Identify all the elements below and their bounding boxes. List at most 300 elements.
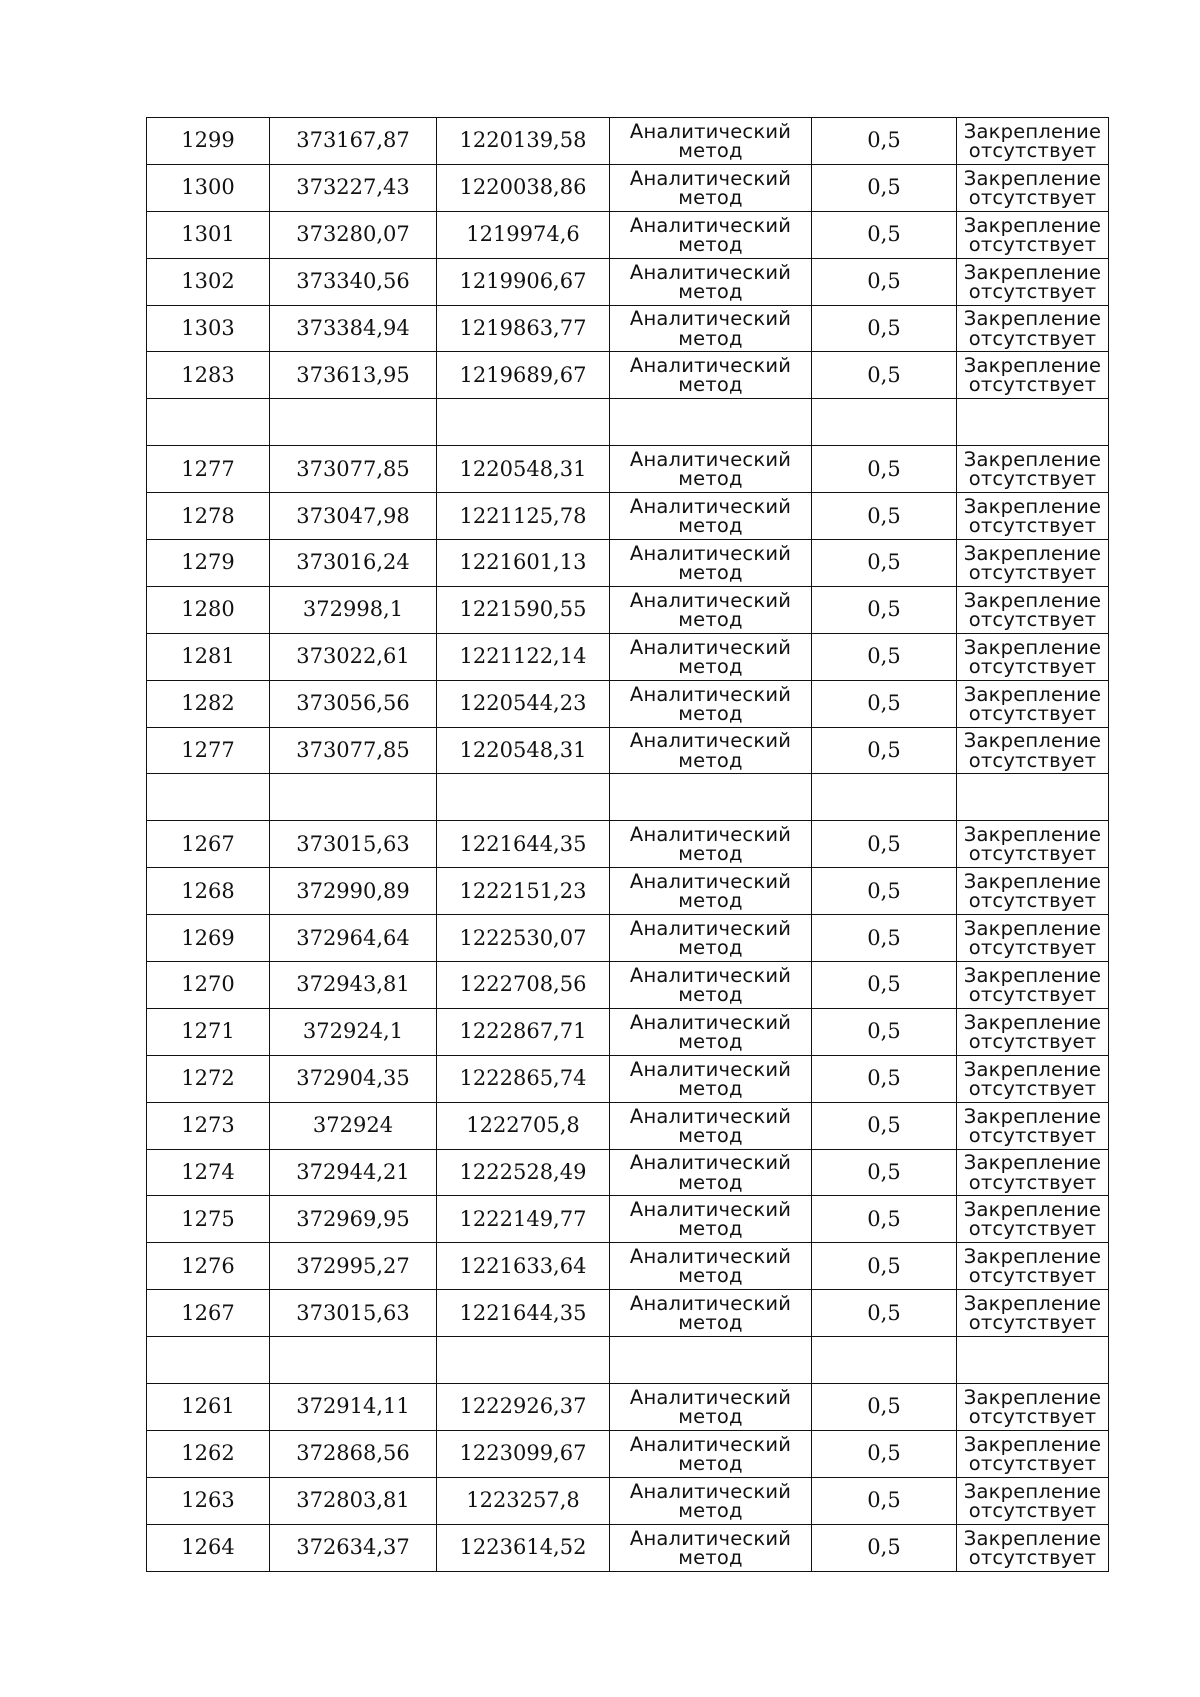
method-text-line2: метод <box>678 701 743 725</box>
method-text-line2: метод <box>678 467 743 491</box>
point-number-cell: 1272 <box>147 1055 270 1102</box>
y-coordinate-cell: 1222708,56 <box>437 962 610 1009</box>
x-coordinate-cell: 372943,81 <box>270 962 437 1009</box>
fixation-text-line1: Закрепление <box>963 1292 1102 1316</box>
fixation-text-line2: отсутствует <box>968 1451 1097 1475</box>
fixation-text-line2: отсутствует <box>968 279 1097 303</box>
method-text-line1: Аналитический <box>629 354 792 378</box>
point-number-cell: 1280 <box>147 586 270 633</box>
point-number-cell <box>147 399 270 446</box>
table-row <box>147 399 1109 446</box>
method-text-line1: Аналитический <box>629 1151 792 1175</box>
point-number-cell: 1278 <box>147 493 270 540</box>
point-number-cell: 1270 <box>147 962 270 1009</box>
table-row <box>147 633 1109 680</box>
accuracy-cell: 0,5 <box>812 586 957 633</box>
fixation-text-line2: отсутствует <box>968 1217 1097 1241</box>
x-coordinate-cell: 372868,56 <box>270 1430 437 1477</box>
method-text-line2: метод <box>678 1076 743 1100</box>
point-number-cell: 1269 <box>147 915 270 962</box>
method-text-line2: метод <box>678 936 743 960</box>
fixation-cell <box>957 305 1109 352</box>
fixation-text-line1: Закрепление <box>963 541 1102 565</box>
x-coordinate-cell: 372995,27 <box>270 1243 437 1290</box>
y-coordinate-cell: 1221590,55 <box>437 586 610 633</box>
method-text-line2: метод <box>678 514 743 538</box>
x-coordinate-cell: 372964,64 <box>270 915 437 962</box>
accuracy-cell: 0,5 <box>812 493 957 540</box>
fixation-cell <box>957 1149 1109 1196</box>
point-number-cell: 1268 <box>147 868 270 915</box>
fixation-cell <box>957 586 1109 633</box>
method-text-line1: Аналитический <box>629 916 792 940</box>
method-text-line1: Аналитический <box>629 307 792 331</box>
y-coordinate-cell: 1221122,14 <box>437 633 610 680</box>
fixation-text-line2: отсутствует <box>968 842 1097 866</box>
fixation-text-line1: Закрепление <box>963 729 1102 753</box>
fixation-cell <box>957 118 1109 165</box>
table-row <box>147 727 1109 774</box>
fixation-text-line2: отсутствует <box>968 514 1097 538</box>
method-text-line1: Аналитический <box>629 1010 792 1034</box>
accuracy-cell: 0,5 <box>812 1149 957 1196</box>
method-text-line1: Аналитический <box>629 588 792 612</box>
accuracy-cell <box>812 399 957 446</box>
point-number-cell: 1300 <box>147 164 270 211</box>
point-number-cell: 1283 <box>147 352 270 399</box>
table-row <box>147 540 1109 587</box>
method-cell <box>610 774 812 821</box>
fixation-cell <box>957 1008 1109 1055</box>
method-cell <box>610 540 812 587</box>
y-coordinate-cell <box>437 1337 610 1384</box>
method-cell <box>610 1477 812 1524</box>
method-text-line1: Аналитический <box>629 1245 792 1269</box>
method-cell <box>610 305 812 352</box>
x-coordinate-cell: 373077,85 <box>270 446 437 493</box>
y-coordinate-cell: 1220544,23 <box>437 680 610 727</box>
fixation-cell <box>957 680 1109 727</box>
accuracy-cell <box>812 774 957 821</box>
x-coordinate-cell: 373015,63 <box>270 821 437 868</box>
point-number-cell: 1281 <box>147 633 270 680</box>
accuracy-cell: 0,5 <box>812 821 957 868</box>
accuracy-cell: 0,5 <box>812 1430 957 1477</box>
table-row <box>147 1430 1109 1477</box>
method-text-line1: Аналитический <box>629 635 792 659</box>
fixation-cell <box>957 399 1109 446</box>
point-number-cell: 1279 <box>147 540 270 587</box>
fixation-cell <box>957 633 1109 680</box>
method-cell <box>610 446 812 493</box>
table-row <box>147 1384 1109 1431</box>
method-text-line2: метод <box>678 748 743 772</box>
fixation-text-line1: Закрепление <box>963 494 1102 518</box>
x-coordinate-cell: 373047,98 <box>270 493 437 540</box>
fixation-text-line1: Закрепление <box>963 1479 1102 1503</box>
fixation-cell <box>957 1102 1109 1149</box>
x-coordinate-cell: 373016,24 <box>270 540 437 587</box>
method-text-line2: метод <box>678 607 743 631</box>
method-cell <box>610 1055 812 1102</box>
method-text-line2: метод <box>678 1264 743 1288</box>
method-text-line1: Аналитический <box>629 448 792 472</box>
y-coordinate-cell: 1223614,52 <box>437 1524 610 1571</box>
x-coordinate-cell: 373022,61 <box>270 633 437 680</box>
y-coordinate-cell: 1219863,77 <box>437 305 610 352</box>
fixation-cell <box>957 211 1109 258</box>
x-coordinate-cell: 373384,94 <box>270 305 437 352</box>
fixation-text-line2: отсутствует <box>968 982 1097 1006</box>
accuracy-cell: 0,5 <box>812 540 957 587</box>
x-coordinate-cell: 373056,56 <box>270 680 437 727</box>
x-coordinate-cell: 372944,21 <box>270 1149 437 1196</box>
y-coordinate-cell: 1222926,37 <box>437 1384 610 1431</box>
method-text-line1: Аналитический <box>629 1104 792 1128</box>
accuracy-cell: 0,5 <box>812 1243 957 1290</box>
method-text-line1: Аналитический <box>629 823 792 847</box>
table-row <box>147 915 1109 962</box>
method-text-line1: Аналитический <box>629 1385 792 1409</box>
fixation-text-line2: отсутствует <box>968 1545 1097 1569</box>
point-number-cell <box>147 774 270 821</box>
fixation-text-line2: отсутствует <box>968 889 1097 913</box>
fixation-text-line1: Закрепление <box>963 963 1102 987</box>
coordinates-table-body <box>147 118 1109 1572</box>
y-coordinate-cell: 1223257,8 <box>437 1477 610 1524</box>
point-number-cell: 1275 <box>147 1196 270 1243</box>
method-text-line1: Аналитический <box>629 1526 792 1550</box>
method-text-line1: Аналитический <box>629 213 792 237</box>
coordinates-table <box>146 117 1109 1572</box>
point-number-cell: 1262 <box>147 1430 270 1477</box>
method-text-line1: Аналитический <box>629 963 792 987</box>
method-text-line2: метод <box>678 1170 743 1194</box>
point-number-cell: 1277 <box>147 727 270 774</box>
fixation-cell <box>957 446 1109 493</box>
fixation-text-line1: Закрепление <box>963 307 1102 331</box>
table-row <box>147 1102 1109 1149</box>
fixation-text-line1: Закрепление <box>963 870 1102 894</box>
point-number-cell: 1267 <box>147 1290 270 1337</box>
fixation-cell <box>957 164 1109 211</box>
x-coordinate-cell <box>270 774 437 821</box>
fixation-text-line2: отсутствует <box>968 607 1097 631</box>
x-coordinate-cell: 373227,43 <box>270 164 437 211</box>
fixation-text-line1: Закрепление <box>963 119 1102 143</box>
method-cell <box>610 1008 812 1055</box>
point-number-cell: 1302 <box>147 258 270 305</box>
fixation-text-line2: отсутствует <box>968 138 1097 162</box>
fixation-text-line1: Закрепление <box>963 1385 1102 1409</box>
fixation-cell <box>957 1243 1109 1290</box>
fixation-text-line2: отсутствует <box>968 654 1097 678</box>
point-number-cell: 1303 <box>147 305 270 352</box>
y-coordinate-cell: 1221644,35 <box>437 1290 610 1337</box>
table-row <box>147 352 1109 399</box>
accuracy-cell: 0,5 <box>812 868 957 915</box>
method-text-line2: метод <box>678 326 743 350</box>
fixation-text-line2: отсутствует <box>968 467 1097 491</box>
point-number-cell: 1274 <box>147 1149 270 1196</box>
fixation-cell <box>957 1384 1109 1431</box>
accuracy-cell: 0,5 <box>812 1290 957 1337</box>
fixation-text-line2: отсутствует <box>968 1404 1097 1428</box>
table-row <box>147 1337 1109 1384</box>
method-cell <box>610 1337 812 1384</box>
table-row <box>147 211 1109 258</box>
table-row <box>147 1055 1109 1102</box>
accuracy-cell: 0,5 <box>812 258 957 305</box>
accuracy-cell: 0,5 <box>812 1008 957 1055</box>
x-coordinate-cell: 372990,89 <box>270 868 437 915</box>
fixation-cell <box>957 821 1109 868</box>
x-coordinate-cell: 373077,85 <box>270 727 437 774</box>
table-row <box>147 821 1109 868</box>
method-text-line2: метод <box>678 1498 743 1522</box>
y-coordinate-cell: 1221125,78 <box>437 493 610 540</box>
y-coordinate-cell: 1222867,71 <box>437 1008 610 1055</box>
method-cell <box>610 211 812 258</box>
method-cell <box>610 1149 812 1196</box>
fixation-text-line1: Закрепление <box>963 823 1102 847</box>
table-row <box>147 680 1109 727</box>
y-coordinate-cell: 1222151,23 <box>437 868 610 915</box>
point-number-cell: 1282 <box>147 680 270 727</box>
y-coordinate-cell: 1219974,6 <box>437 211 610 258</box>
fixation-cell <box>957 774 1109 821</box>
table-row <box>147 1008 1109 1055</box>
method-text-line1: Аналитический <box>629 494 792 518</box>
fixation-text-line1: Закрепление <box>963 1526 1102 1550</box>
fixation-text-line2: отсутствует <box>968 373 1097 397</box>
fixation-text-line1: Закрепление <box>963 213 1102 237</box>
fixation-text-line1: Закрепление <box>963 354 1102 378</box>
method-text-line2: метод <box>678 373 743 397</box>
table-row <box>147 868 1109 915</box>
y-coordinate-cell: 1222865,74 <box>437 1055 610 1102</box>
y-coordinate-cell: 1220548,31 <box>437 446 610 493</box>
fixation-text-line2: отсутствует <box>968 701 1097 725</box>
fixation-text-line2: отсутствует <box>968 326 1097 350</box>
point-number-cell <box>147 1337 270 1384</box>
table-row <box>147 493 1109 540</box>
fixation-cell <box>957 540 1109 587</box>
fixation-text-line1: Закрепление <box>963 1432 1102 1456</box>
method-text-line2: метод <box>678 185 743 209</box>
accuracy-cell: 0,5 <box>812 211 957 258</box>
fixation-text-line1: Закрепление <box>963 260 1102 284</box>
table-row <box>147 1149 1109 1196</box>
fixation-text-line2: отсутствует <box>968 1123 1097 1147</box>
fixation-text-line1: Закрепление <box>963 1198 1102 1222</box>
fixation-text-line2: отсутствует <box>968 1029 1097 1053</box>
method-text-line2: метод <box>678 654 743 678</box>
y-coordinate-cell: 1222705,8 <box>437 1102 610 1149</box>
accuracy-cell: 0,5 <box>812 118 957 165</box>
accuracy-cell: 0,5 <box>812 305 957 352</box>
method-text-line2: метод <box>678 889 743 913</box>
method-text-line2: метод <box>678 279 743 303</box>
fixation-text-line2: отсутствует <box>968 748 1097 772</box>
method-text-line2: метод <box>678 232 743 256</box>
point-number-cell: 1263 <box>147 1477 270 1524</box>
accuracy-cell: 0,5 <box>812 915 957 962</box>
x-coordinate-cell: 372914,11 <box>270 1384 437 1431</box>
method-text-line1: Аналитический <box>629 1432 792 1456</box>
method-text-line1: Аналитический <box>629 682 792 706</box>
fixation-text-line1: Закрепление <box>963 1057 1102 1081</box>
method-text-line1: Аналитический <box>629 1479 792 1503</box>
fixation-text-line1: Закрепление <box>963 448 1102 472</box>
y-coordinate-cell: 1220139,58 <box>437 118 610 165</box>
method-cell <box>610 118 812 165</box>
method-cell <box>610 727 812 774</box>
fixation-cell <box>957 1524 1109 1571</box>
method-cell <box>610 821 812 868</box>
y-coordinate-cell <box>437 774 610 821</box>
point-number-cell: 1299 <box>147 118 270 165</box>
fixation-text-line1: Закрепление <box>963 1104 1102 1128</box>
method-cell <box>610 1430 812 1477</box>
fixation-text-line1: Закрепление <box>963 1245 1102 1269</box>
x-coordinate-cell: 373167,87 <box>270 118 437 165</box>
method-cell <box>610 915 812 962</box>
fixation-cell <box>957 1290 1109 1337</box>
table-row <box>147 446 1109 493</box>
x-coordinate-cell: 372634,37 <box>270 1524 437 1571</box>
point-number-cell: 1277 <box>147 446 270 493</box>
y-coordinate-cell: 1220038,86 <box>437 164 610 211</box>
fixation-cell <box>957 868 1109 915</box>
method-cell <box>610 1384 812 1431</box>
method-cell <box>610 399 812 446</box>
method-text-line2: метод <box>678 138 743 162</box>
fixation-cell <box>957 962 1109 1009</box>
y-coordinate-cell <box>437 399 610 446</box>
method-text-line1: Аналитический <box>629 1198 792 1222</box>
method-cell <box>610 1102 812 1149</box>
fixation-cell <box>957 1337 1109 1384</box>
accuracy-cell: 0,5 <box>812 352 957 399</box>
fixation-cell <box>957 915 1109 962</box>
fixation-text-line1: Закрепление <box>963 682 1102 706</box>
accuracy-cell: 0,5 <box>812 1055 957 1102</box>
fixation-cell <box>957 1477 1109 1524</box>
x-coordinate-cell: 372904,35 <box>270 1055 437 1102</box>
fixation-text-line2: отсутствует <box>968 185 1097 209</box>
x-coordinate-cell: 372998,1 <box>270 586 437 633</box>
method-text-line1: Аналитический <box>629 729 792 753</box>
table-row <box>147 1524 1109 1571</box>
table-row <box>147 774 1109 821</box>
method-text-line1: Аналитический <box>629 870 792 894</box>
y-coordinate-cell: 1220548,31 <box>437 727 610 774</box>
table-row <box>147 1243 1109 1290</box>
method-cell <box>610 258 812 305</box>
y-coordinate-cell: 1222528,49 <box>437 1149 610 1196</box>
table-row <box>147 164 1109 211</box>
method-cell <box>610 1196 812 1243</box>
x-coordinate-cell: 373340,56 <box>270 258 437 305</box>
fixation-text-line2: отсутствует <box>968 232 1097 256</box>
fixation-cell <box>957 1430 1109 1477</box>
fixation-text-line1: Закрепление <box>963 1010 1102 1034</box>
fixation-text-line1: Закрепление <box>963 916 1102 940</box>
point-number-cell: 1261 <box>147 1384 270 1431</box>
accuracy-cell: 0,5 <box>812 164 957 211</box>
method-text-line2: метод <box>678 1451 743 1475</box>
accuracy-cell: 0,5 <box>812 1477 957 1524</box>
method-cell <box>610 680 812 727</box>
method-cell <box>610 868 812 915</box>
fixation-text-line2: отсутствует <box>968 1076 1097 1100</box>
method-text-line2: метод <box>678 560 743 584</box>
fixation-text-line1: Закрепление <box>963 635 1102 659</box>
table-row <box>147 258 1109 305</box>
y-coordinate-cell: 1221644,35 <box>437 821 610 868</box>
y-coordinate-cell: 1221633,64 <box>437 1243 610 1290</box>
table-row <box>147 1290 1109 1337</box>
accuracy-cell: 0,5 <box>812 446 957 493</box>
point-number-cell: 1276 <box>147 1243 270 1290</box>
y-coordinate-cell: 1223099,67 <box>437 1430 610 1477</box>
fixation-cell <box>957 1196 1109 1243</box>
x-coordinate-cell: 372803,81 <box>270 1477 437 1524</box>
fixation-text-line2: отсутствует <box>968 1311 1097 1335</box>
method-text-line2: метод <box>678 1217 743 1241</box>
x-coordinate-cell: 373015,63 <box>270 1290 437 1337</box>
point-number-cell: 1271 <box>147 1008 270 1055</box>
method-cell <box>610 633 812 680</box>
fixation-cell <box>957 727 1109 774</box>
point-number-cell: 1264 <box>147 1524 270 1571</box>
point-number-cell: 1273 <box>147 1102 270 1149</box>
method-text-line1: Аналитический <box>629 119 792 143</box>
method-cell <box>610 164 812 211</box>
table-row <box>147 1477 1109 1524</box>
accuracy-cell: 0,5 <box>812 1384 957 1431</box>
method-text-line1: Аналитический <box>629 166 792 190</box>
method-cell <box>610 1290 812 1337</box>
fixation-text-line2: отсутствует <box>968 1264 1097 1288</box>
y-coordinate-cell: 1219906,67 <box>437 258 610 305</box>
x-coordinate-cell: 372969,95 <box>270 1196 437 1243</box>
fixation-text-line2: отсутствует <box>968 936 1097 960</box>
accuracy-cell: 0,5 <box>812 1102 957 1149</box>
table-row <box>147 586 1109 633</box>
fixation-text-line1: Закрепление <box>963 1151 1102 1175</box>
x-coordinate-cell: 372924 <box>270 1102 437 1149</box>
accuracy-cell: 0,5 <box>812 727 957 774</box>
y-coordinate-cell: 1221601,13 <box>437 540 610 587</box>
x-coordinate-cell: 372924,1 <box>270 1008 437 1055</box>
x-coordinate-cell: 373613,95 <box>270 352 437 399</box>
method-cell <box>610 1524 812 1571</box>
point-number-cell: 1267 <box>147 821 270 868</box>
method-text-line2: метод <box>678 842 743 866</box>
method-text-line2: метод <box>678 1123 743 1147</box>
table-row <box>147 118 1109 165</box>
method-text-line2: метод <box>678 1404 743 1428</box>
fixation-text-line2: отсутствует <box>968 560 1097 584</box>
method-cell <box>610 1243 812 1290</box>
fixation-text-line2: отсутствует <box>968 1170 1097 1194</box>
fixation-cell <box>957 352 1109 399</box>
method-cell <box>610 352 812 399</box>
accuracy-cell: 0,5 <box>812 1524 957 1571</box>
fixation-text-line2: отсутствует <box>968 1498 1097 1522</box>
